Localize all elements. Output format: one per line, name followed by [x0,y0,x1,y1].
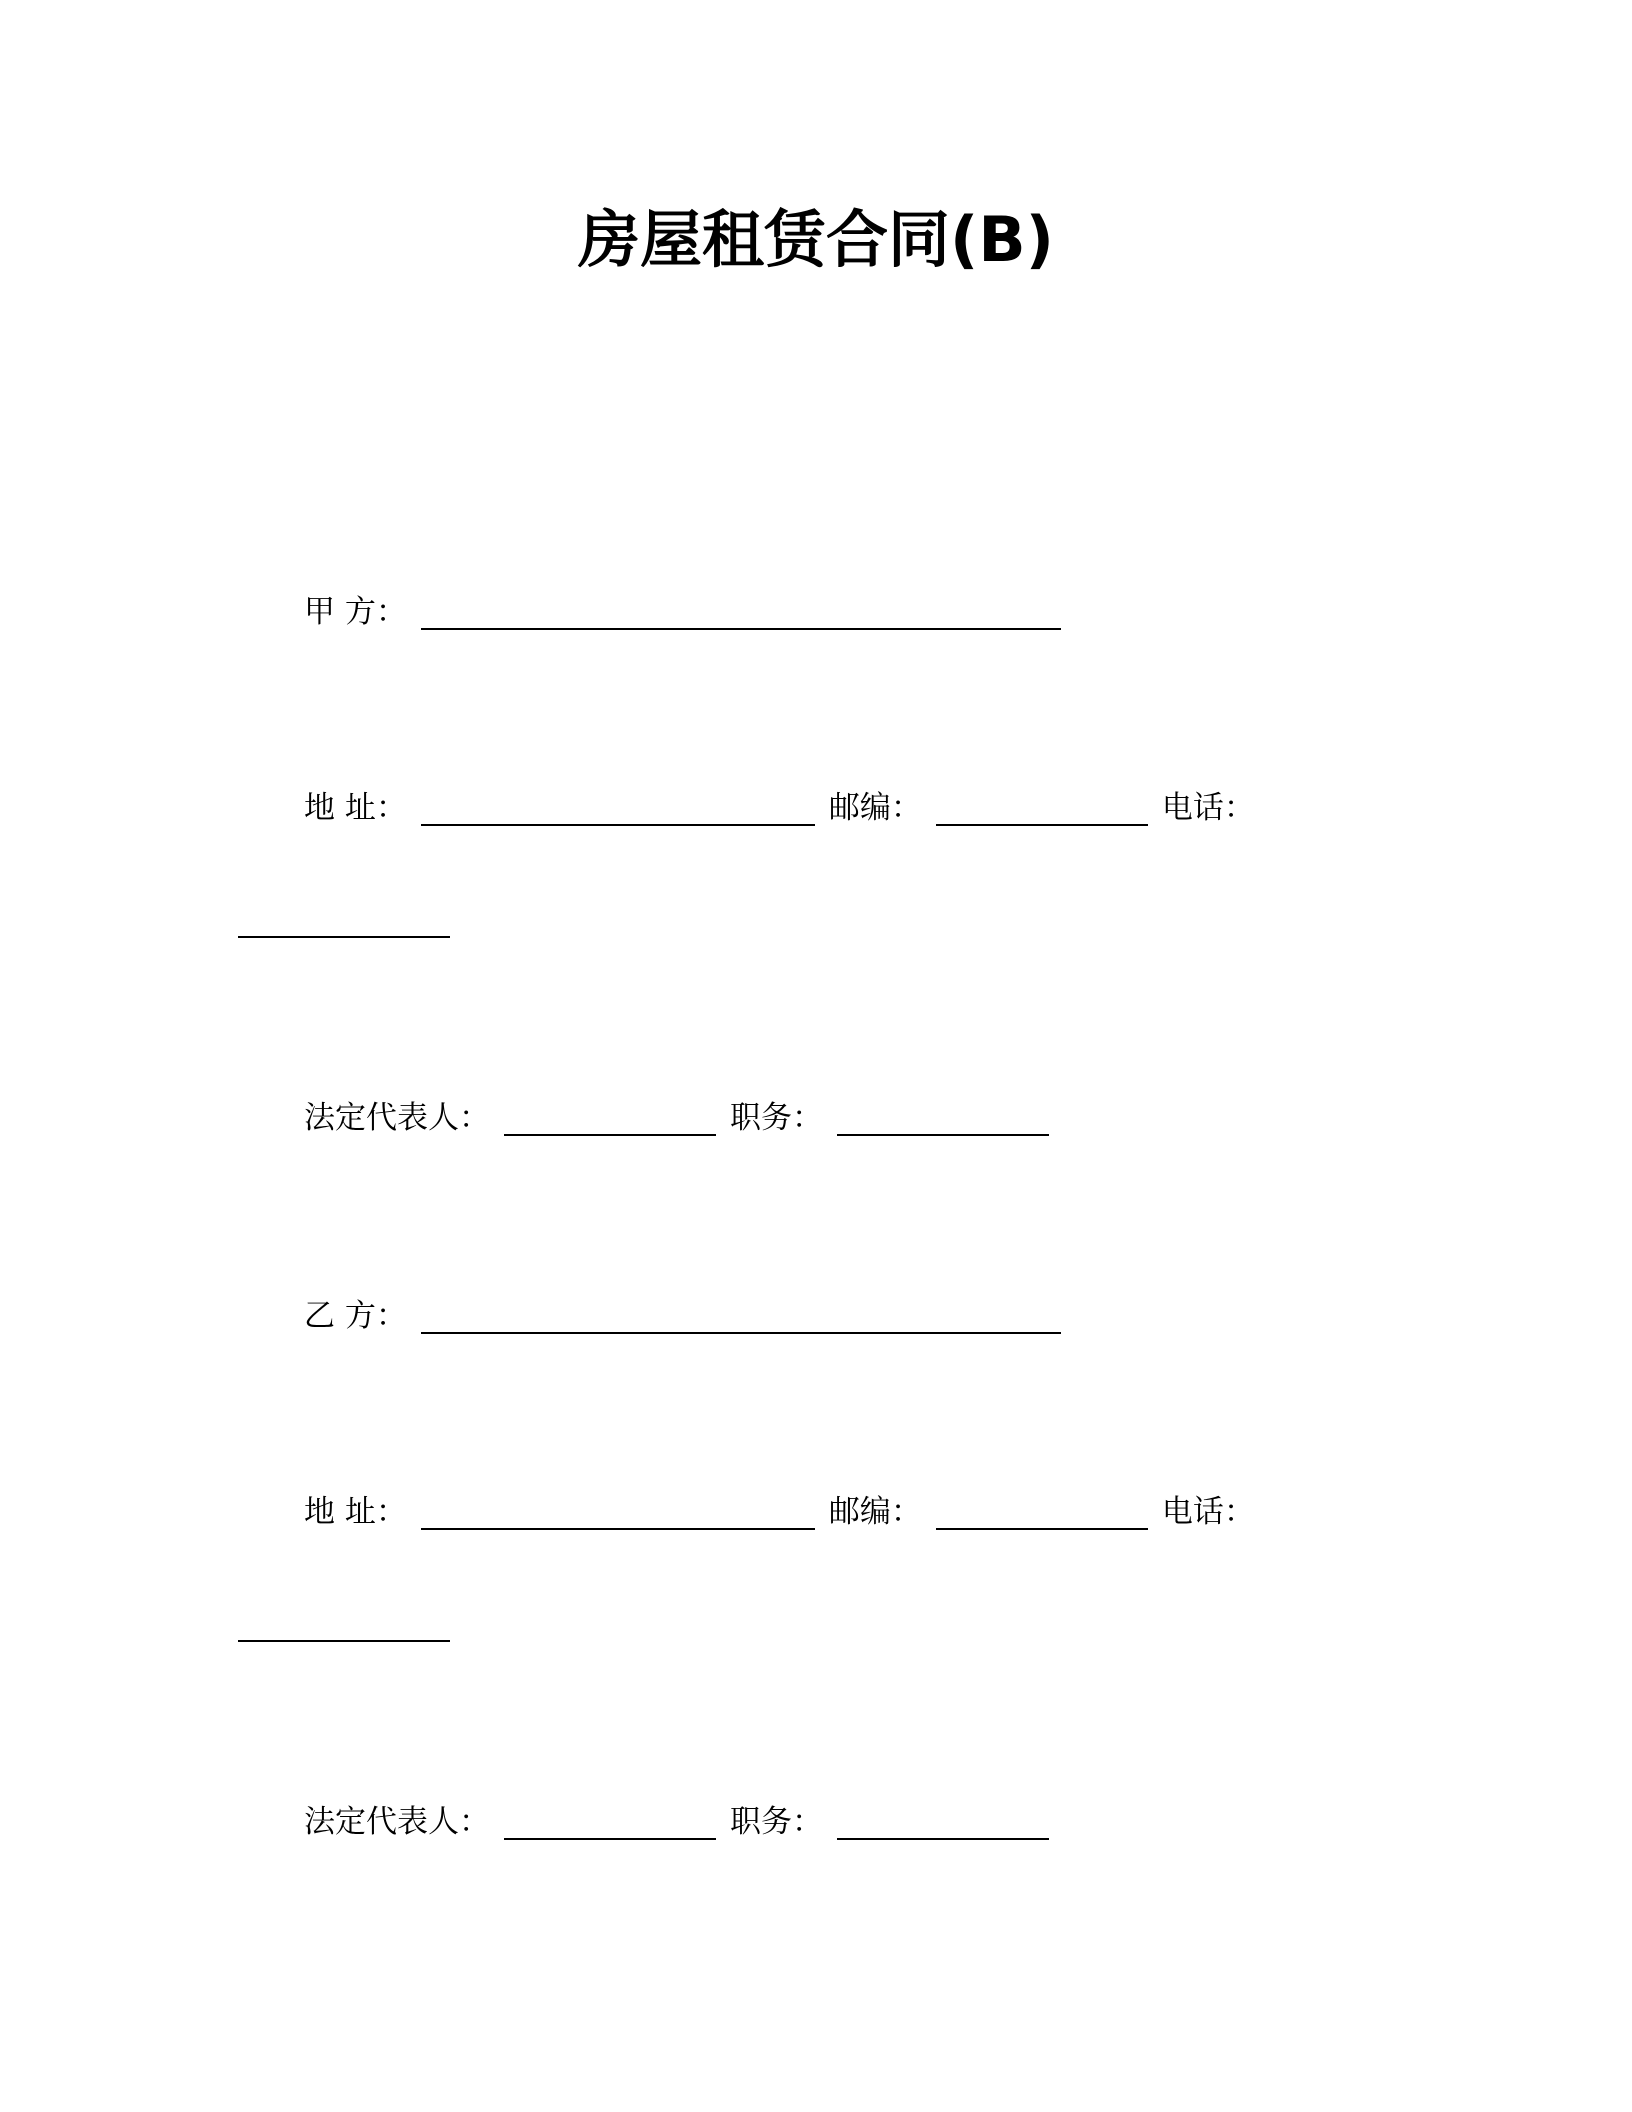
party-a-postcode-blank[interactable] [936,790,1148,826]
party-a-label: 甲 方： [304,594,407,630]
party-a-row [304,590,1061,634]
page-title: 房屋租赁合同(B) [578,203,1054,276]
party-a-address-label: 地 址： [304,790,407,826]
party-b-address-row [304,1490,1255,1534]
party-b-representative-label: 法定代表人： [304,1804,490,1840]
party-b-address-blank[interactable] [421,1494,815,1530]
party-a-address-row [304,786,1255,830]
party-a-representative-row [304,1096,1049,1140]
party-a-address-blank[interactable] [421,790,815,826]
party-b-label: 乙 方： [304,1298,407,1334]
party-b-row [304,1294,1061,1338]
party-a-phone-blank[interactable] [238,902,450,938]
party-b-address-label: 地 址： [304,1494,407,1530]
party-a-phone-row [238,898,450,942]
party-b-phone-blank[interactable] [238,1606,450,1642]
party-b-position-label: 职务： [730,1804,823,1840]
party-a-postcode-label: 邮编： [828,790,922,826]
party-b-representative-blank[interactable] [504,1804,716,1840]
party-a-position-blank[interactable] [837,1100,1049,1136]
party-b-blank[interactable] [421,1298,1061,1334]
party-a-phone-label: 电话： [1161,790,1255,826]
party-b-postcode-label: 邮编： [828,1494,922,1530]
party-b-phone-row [238,1602,450,1646]
party-a-position-label: 职务： [730,1100,823,1136]
party-a-blank[interactable] [421,594,1061,630]
party-b-postcode-blank[interactable] [936,1494,1148,1530]
party-a-representative-label: 法定代表人： [304,1100,490,1136]
party-b-position-blank[interactable] [837,1804,1049,1840]
party-b-representative-row [304,1800,1049,1844]
party-a-representative-blank[interactable] [504,1100,716,1136]
party-b-phone-label: 电话： [1161,1494,1255,1530]
